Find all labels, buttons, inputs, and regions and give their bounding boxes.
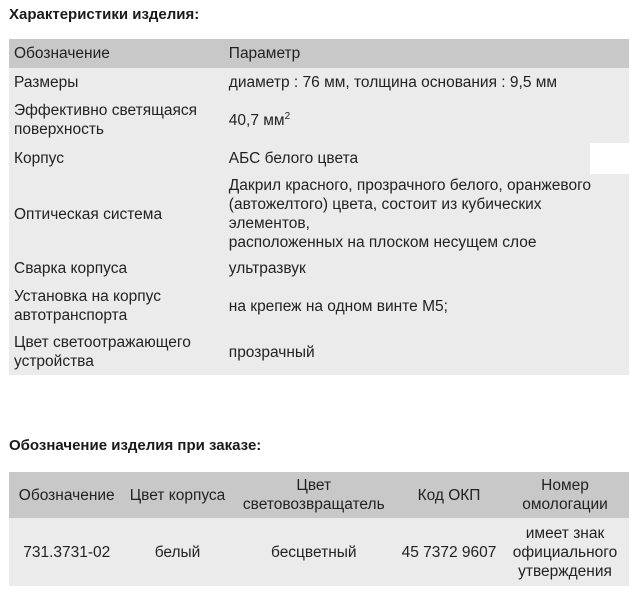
header-body-color: Цвет корпуса [124,472,230,518]
header-okp-code: Код ОКП [397,472,501,518]
row-value: АБС белого цвета [228,150,359,167]
row-name: Оптическая система [14,205,163,223]
cell-reflector-color: бесцветный [231,518,397,586]
header-parameter: Параметр [224,39,629,68]
value-text: 40,7 мм [228,111,285,129]
cell-okp-code: 45 7372 9607 [397,518,501,586]
row-name: Размеры [14,74,79,91]
table-row [9,518,629,586]
row-value: на крепеж на одном винте М5; [228,297,448,315]
row-name: Корпус [14,150,64,167]
table-row [9,143,629,174]
row-value: диаметр : 76 мм, толщина основания : 9,5 мм [228,74,558,91]
value-line: Дакрил красного, прозрачного белого, оранжевого [228,177,592,194]
row-name: Цвет светоотражающего устройства [14,334,191,370]
row-name: Эффективно светящаяся поверхность [14,102,198,138]
order-heading: Обозначение изделия при заказе: [9,437,262,454]
value-line: расположенных на плоском несущем слое [228,234,537,251]
row-name: Установка на корпус автотранспорта [14,288,161,324]
table-header-row [9,39,629,68]
cell-designation: 731.3731-02 [9,518,124,586]
header-designation: Обозначение [9,39,224,68]
table-row [9,283,629,329]
order-table [9,472,629,586]
table-row [9,254,629,283]
table-row [9,97,629,143]
row-value [224,174,629,254]
value-line: элементов, [228,215,310,232]
characteristics-heading: Характеристики изделия: [9,6,200,23]
value-line: (автожелтого) цвета, состоит из кубических [228,196,542,213]
table-row [9,329,629,375]
blank-patch [590,143,629,174]
row-value [224,97,629,143]
row-value: ультразвук [228,260,306,277]
header-reflector-color: Цвет световозвращатель [231,472,397,518]
cell-body-color: белый [124,518,230,586]
cell-homologation: имеет знак официального утверждения [501,518,629,586]
table-row [9,174,629,254]
header-homologation: Номер омологации [501,472,629,518]
header-designation: Обозначение [9,472,124,518]
row-name: Сварка корпуса [14,260,128,277]
value-superscript: 2 [284,110,291,122]
characteristics-table [9,39,629,375]
table-header-row [9,472,629,518]
row-value: прозрачный [228,343,315,361]
table-row [9,68,629,97]
